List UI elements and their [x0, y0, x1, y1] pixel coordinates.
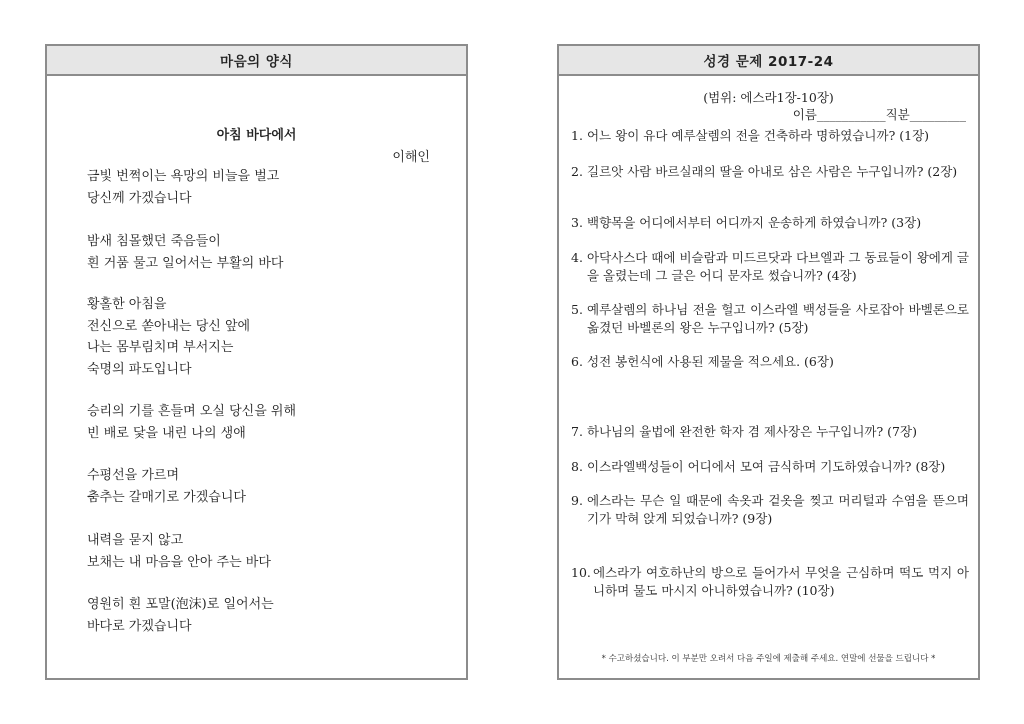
poem-stanza: [87, 530, 271, 573]
poem-line: 빈 배로 닻을 내린 나의 생애: [87, 425, 246, 441]
question-text: 아닥사스다 때에 비슬람과 미드르닷과 다브엘과 그 동료들이 왕에게 글을 올렸는데 그 글은 어디 문자로 썼습니까? (4장): [587, 250, 969, 283]
question-text: 길르앗 사람 바르실래의 딸을 아내로 삼은 사람은 누구입니까? (2장): [587, 164, 958, 179]
quiz-panel-header: 성경 문제 2017-24: [559, 46, 978, 76]
question-text: 이스라엘백성들이 어디에서 모여 금식하며 기도하였습니까? (8장): [587, 459, 946, 474]
footnote: * 수고하셨습니다. 이 부분만 오려서 다음 주일에 제출해 주세요. 연말에 선물을 드립니다 *: [601, 654, 936, 664]
question-text: 에스라는 무슨 일 때문에 속옷과 겉옷을 찢고 머리털과 수염을 뜯으며 기가 막혀 앉게 되었습니까? (9장): [587, 493, 969, 526]
poem-author: 이해인: [392, 150, 430, 165]
question-number: 8.: [571, 459, 583, 474]
poem-stanza: [87, 294, 250, 380]
poem-line: 수평선을 가르며: [87, 468, 180, 483]
question-item: [571, 249, 969, 285]
poem-line: 승리의 기를 흔들며 오실 당신을 위해: [87, 404, 297, 419]
question-item: [571, 353, 969, 371]
question-number: 3.: [571, 215, 583, 230]
poem-line: 흰 거품 물고 일어서는 부활의 바다: [87, 255, 284, 271]
question-number: 2.: [571, 164, 583, 179]
question-text: 예루살렘의 하나님 전을 헐고 이스라엘 백성들을 사로잡아 바벨론으로 옮겼던 바벨론의 왕은 누구입니까? (5장): [587, 302, 969, 335]
question-item: [571, 423, 969, 441]
poem-title: 아침 바다에서: [216, 128, 297, 143]
poem-stanza: [87, 401, 296, 444]
question-item: [571, 564, 969, 600]
poem-line: 내력을 묻지 않고: [87, 533, 184, 548]
question-text: 어느 왕이 유다 예루살렘의 전을 건축하라 명하였습니까? (1장): [587, 128, 930, 143]
question-number: 9.: [571, 493, 583, 508]
question-item: [571, 492, 969, 528]
poem-line: 보채는 내 마음을 안아 주는 바다: [87, 554, 271, 570]
poem-line: 춤추는 갈매기로 가겠습니다: [87, 489, 246, 505]
question-text: 백향목을 어디에서부터 어디까지 운송하게 하였습니까? (3장): [587, 215, 922, 230]
question-number: 5.: [571, 302, 583, 317]
name-position-field[interactable]: 이름___________직분_________: [792, 107, 966, 122]
question-text: 성전 봉헌식에 사용된 제물을 적으세요. (6장): [587, 354, 834, 369]
poem-line: 금빛 번쩍이는 욕망의 비늘을 벌고: [87, 169, 280, 184]
poem-panel: [45, 44, 468, 680]
question-item: [571, 214, 969, 232]
quiz-panel: [557, 44, 980, 680]
poem-line: 영원히 흰 포말(泡沫)로 일어서는: [87, 597, 274, 612]
poem-stanza: [87, 166, 279, 209]
question-item: [571, 163, 969, 181]
question-item: [571, 127, 969, 145]
poem-line: 황홀한 아침을: [87, 297, 167, 312]
question-text: 하나님의 율법에 완전한 학자 겸 제사장은 누구입니까? (7장): [587, 424, 917, 439]
poem-stanza: [87, 465, 246, 508]
poem-line: 바다로 가겠습니다: [87, 618, 192, 634]
question-number: 7.: [571, 424, 583, 439]
poem-line: 전신으로 쏟아내는 당신 앞에: [87, 318, 251, 334]
question-number: 10.: [571, 565, 591, 580]
question-item: [571, 301, 969, 337]
poem-line: 당신께 가겠습니다: [87, 190, 192, 206]
poem-panel-header: 마음의 양식: [47, 46, 466, 76]
question-number: 6.: [571, 354, 583, 369]
question-number: 4.: [571, 250, 583, 265]
poem-line: 밤새 침몰했던 죽음들이: [87, 234, 221, 249]
question-text: 에스라가 여호하난의 방으로 들어가서 무엇을 근심하며 떡도 먹지 아니하며 물도 마시지 아니하였습니까? (10장): [593, 565, 969, 598]
poem-stanza: [87, 594, 274, 637]
question-item: [571, 458, 969, 476]
question-number: 1.: [571, 128, 583, 143]
poem-line: 나는 몸부림치며 부서지는: [87, 340, 234, 356]
poem-stanza: [87, 231, 283, 274]
poem-line: 숙명의 파도입니다: [87, 361, 192, 377]
quiz-range: (범위: 에스라1장-10장): [703, 90, 834, 105]
